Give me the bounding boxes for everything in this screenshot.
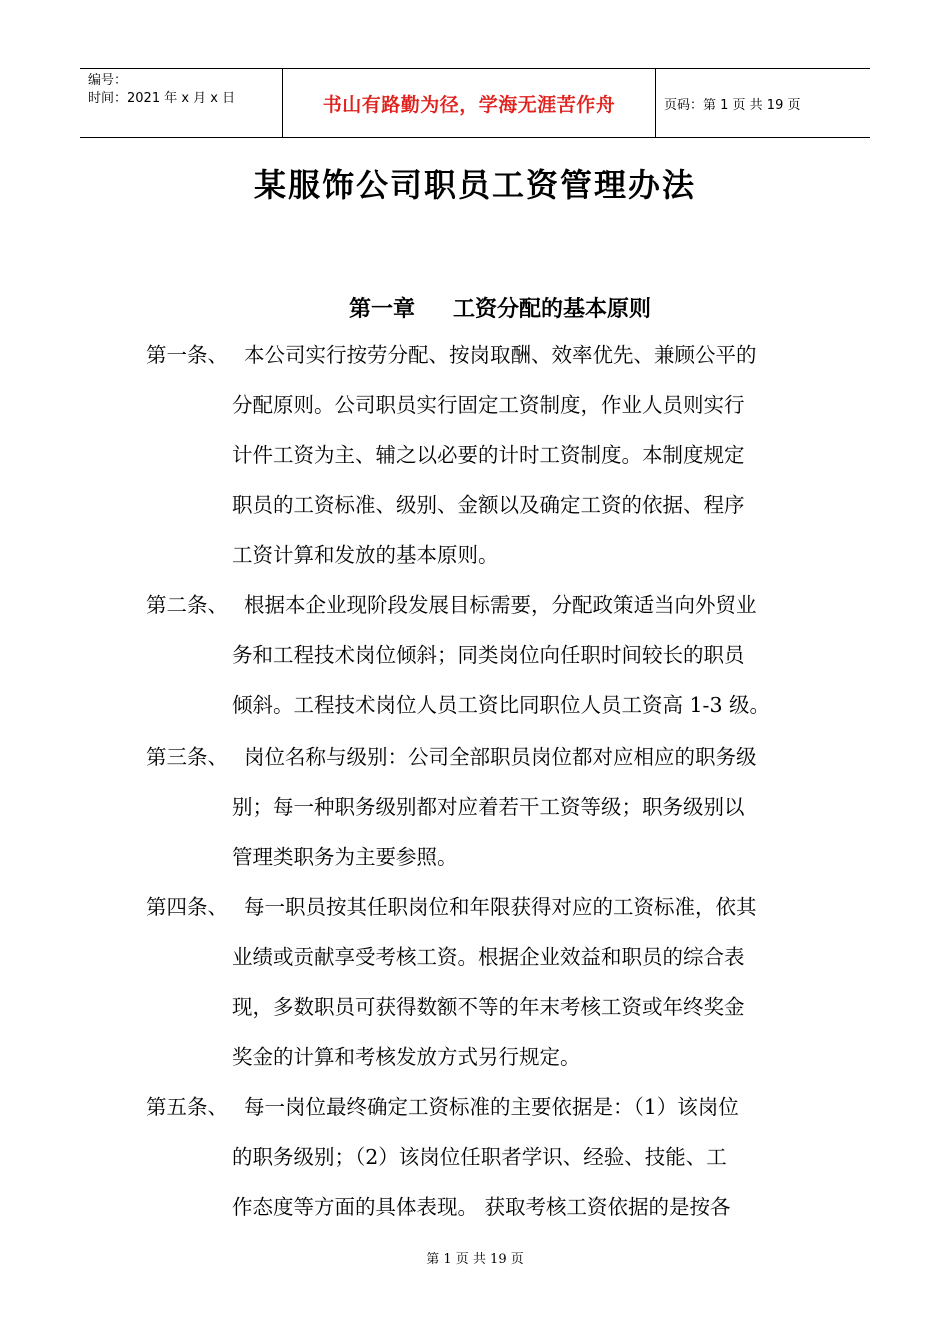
article-label: 第四条、 bbox=[146, 895, 228, 919]
article-line: 本公司实行按劳分配、按岗取酬、效率优先、兼顾公平的 bbox=[244, 343, 757, 367]
chapter-number: 第一章 bbox=[348, 297, 415, 322]
page-header bbox=[80, 68, 870, 138]
article-line: 现，多数职员可获得数额不等的年末考核工资或年终奖金 bbox=[232, 995, 745, 1019]
article-line: 倾斜。工程技术岗位人员工资比同职位人员工资高 1-3 级。 bbox=[232, 693, 771, 717]
article-label: 第五条、 bbox=[146, 1095, 228, 1119]
header-meta bbox=[80, 69, 282, 137]
article-line: 管理类职务为主要参照。 bbox=[232, 845, 458, 869]
header-motto: 书山有路勤为径，学海无涯苦作舟 bbox=[282, 69, 656, 137]
chapter-heading bbox=[0, 292, 950, 323]
article-line: 别；每一种职务级别都对应着若干工资等级；职务级别以 bbox=[232, 795, 745, 819]
document-title: 某服饰公司职员工资管理办法 bbox=[253, 166, 696, 204]
article-label: 第二条、 bbox=[146, 593, 228, 617]
article-line: 的职务级别；（2）该岗位任职者学识、经验、技能、工 bbox=[232, 1145, 727, 1169]
page-footer: 第 1 页 共 19 页 bbox=[426, 1252, 524, 1267]
article-line: 职员的工资标准、级别、金额以及确定工资的依据、程序 bbox=[232, 493, 745, 517]
article-line: 业绩或贡献享受考核工资。根据企业效益和职员的综合表 bbox=[232, 945, 745, 969]
article-line: 奖金的计算和考核发放方式另行规定。 bbox=[232, 1045, 581, 1069]
document-time-label: 时间：2021 年 x 月 x 日 bbox=[88, 91, 236, 106]
article-line: 作态度等方面的具体表现。 获取考核工资依据的是按各 bbox=[232, 1195, 731, 1219]
page-info-text: 页码：第 1 页 共 19 页 bbox=[664, 97, 801, 113]
chapter-name: 工资分配的基本原则 bbox=[453, 297, 652, 322]
article-label: 第三条、 bbox=[146, 745, 228, 769]
article-line: 务和工程技术岗位倾斜；同类岗位向任职时间较长的职员 bbox=[232, 643, 745, 667]
article-label: 第一条、 bbox=[146, 343, 228, 367]
article-line: 岗位名称与级别：公司全部职员岗位都对应相应的职务级 bbox=[244, 745, 757, 769]
article-line: 分配原则。公司职员实行固定工资制度，作业人员则实行 bbox=[232, 393, 745, 417]
header-page-info bbox=[656, 69, 870, 137]
article-line: 计件工资为主、辅之以必要的计时工资制度。本制度规定 bbox=[232, 443, 745, 467]
article-line: 每一职员按其任职岗位和年限获得对应的工资标准，依其 bbox=[244, 895, 757, 919]
article-line: 工资计算和发放的基本原则。 bbox=[232, 543, 499, 567]
article-line: 每一岗位最终确定工资标准的主要依据是：（1）该岗位 bbox=[244, 1095, 739, 1119]
article-line: 根据本企业现阶段发展目标需要，分配政策适当向外贸业 bbox=[244, 593, 757, 617]
document-number-label: 编号： bbox=[88, 73, 128, 88]
